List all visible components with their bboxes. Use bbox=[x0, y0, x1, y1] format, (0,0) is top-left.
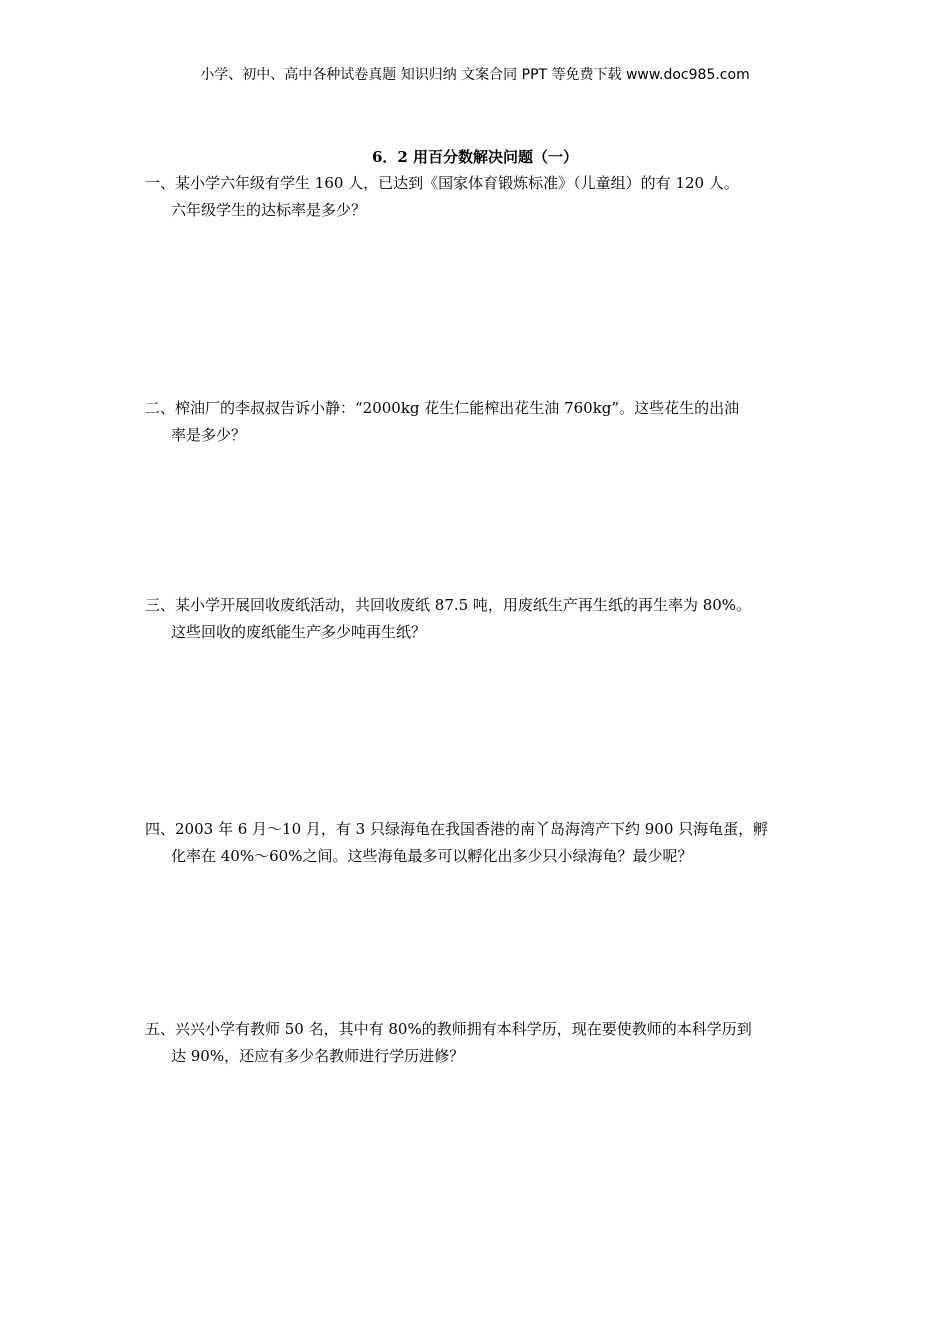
question-5-line-1: 五、兴兴小学有教师 50 名，其中有 80%的教师拥有本科学历，现在要使教师的本科学历到 bbox=[145, 1020, 752, 1038]
page-title: 6．2 用百分数解决问题（一） bbox=[371, 148, 579, 166]
question-1-line-2: 六年级学生的达标率是多少？ bbox=[171, 201, 367, 219]
question-1-line-1: 一、某小学六年级有学生 160 人，已达到《国家体育锻炼标准》（儿童组）的有 120 人。 bbox=[145, 174, 739, 192]
page-header: 小学、初中、高中各种试卷真题 知识归纳 文案合同 PPT 等免费下载 www.doc985.com bbox=[200, 67, 750, 83]
question-4-line-1: 四、2003 年 6 月～10 月，有 3 只绿海龟在我国香港的南丫岛海湾产下约 900 只海龟蛋，孵 bbox=[145, 820, 769, 838]
question-4-line-2: 化率在 40%～60%之间。这些海龟最多可以孵化出多少只小绿海龟？最少呢？ bbox=[171, 847, 693, 865]
question-2-line-2: 率是多少？ bbox=[171, 426, 247, 444]
question-1 bbox=[145, 170, 810, 224]
question-5 bbox=[145, 1016, 810, 1070]
question-3-line-1: 三、某小学开展回收废纸活动，共回收废纸 87.5 吨，用废纸生产再生纸的再生率为 80%。 bbox=[145, 596, 752, 614]
question-2 bbox=[145, 395, 810, 449]
question-5-line-2: 达 90%，还应有多少名教师进行学历进修？ bbox=[171, 1047, 465, 1065]
question-4 bbox=[145, 816, 810, 870]
question-3-line-2: 这些回收的废纸能生产多少吨再生纸？ bbox=[171, 623, 427, 641]
question-3 bbox=[145, 592, 810, 646]
question-2-line-1: 二、榨油厂的李叔叔告诉小静：“2000kg 花生仁能榨出花生油 760kg”。这些花生的出油 bbox=[145, 399, 740, 417]
